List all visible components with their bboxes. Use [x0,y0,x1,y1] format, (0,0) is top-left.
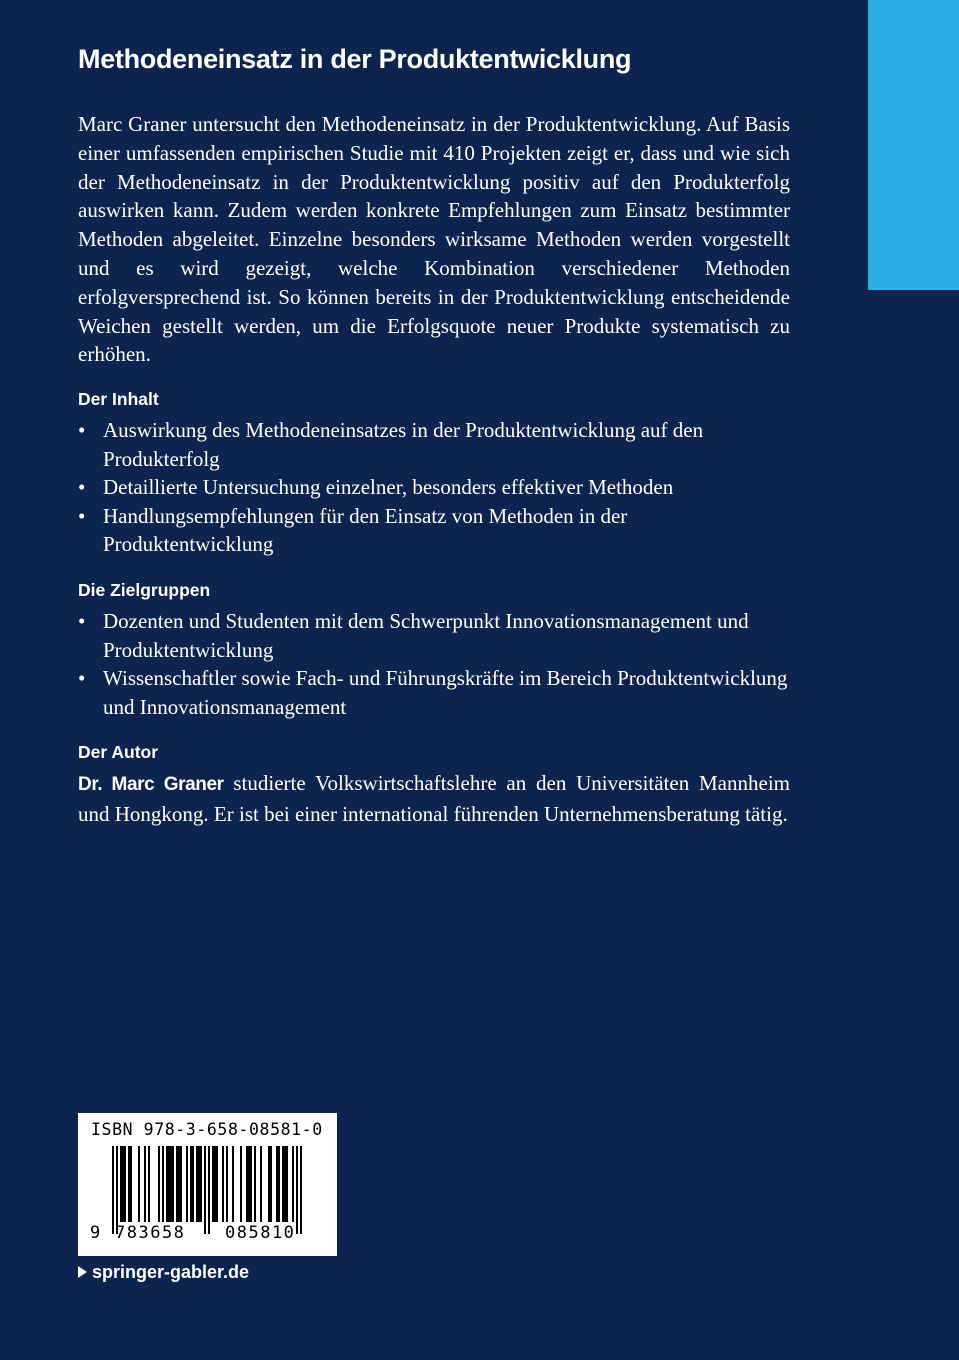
list-item-text: Dozenten und Studenten mit dem Schwerpunkt Innovationsmanagement und Produktentwicklung [103,609,749,662]
contents-list [78,416,790,559]
publisher-website[interactable] [78,1262,249,1283]
barcode-bar [300,1146,302,1234]
list-item-text: Auswirkung des Methodeneinsatzes in der Produktentwicklung auf den Produkterfolg [103,418,704,471]
bullet-icon: • [78,666,86,691]
isbn-number: ISBN 978-3-658-08581-0 [91,1120,323,1139]
barcode-bar [144,1146,146,1222]
bullet-icon: • [78,418,86,442]
barcode-bar [226,1146,228,1222]
ean-digits-right: 085810 [225,1223,296,1243]
ean-digits-left: 783658 [115,1223,186,1243]
blurb-text: Marc Graner untersucht den Methodeneinsatz in der Produktentwicklung. Auf Basis einer umfassenden empirischen Studie mit 410 Projekten zeigt er, dass und wie sich der Methodeneinsatz in der Produktentwicklung positiv auf den Produkterfolg auswirken kann. Zudem werden konkrete Empfehlungen zum Einsatz bestimmter Methoden abgeleitet. Einzelne besonders wirksame Methoden werden vorgestellt und es wird gezeigt, welche Kombination verschiedener Methoden erfolgversprechend ist. So können bereits in der Produktentwicklung entscheidende Weichen gestellt werden, um die Erfolgsquote neuer Produkte systematisch zu erhöhen. [78,112,790,367]
list-item-text: Detaillierte Untersuchung einzelner, besonders effektiver Methoden [103,475,674,500]
isbn-barcode [78,1113,337,1256]
barcode-bar [260,1146,262,1222]
section-heading-autor: Der Autor [78,742,159,762]
arrow-right-icon [78,1266,87,1278]
barcode-bar [268,1146,272,1222]
barcode-bar [282,1146,288,1222]
author-name: Dr. Marc Graner [78,774,224,795]
barcode-bar [222,1146,224,1222]
barcode-bar [112,1146,114,1234]
barcode-bar [162,1146,164,1222]
website-text: springer-gabler.de [92,1262,250,1282]
section-heading-zielgruppen: Die Zielgruppen [78,580,211,600]
book-title: Methodeneinsatz in der Produktentwicklung [78,44,632,74]
barcode-bar [296,1146,298,1234]
list-item [78,607,790,664]
author-bio-text: studierte Volkswirtschaftslehre an den Universitäten Mannheim und Hongkong. Er ist bei einer international führenden Unternehmensberatung tätig. [78,771,790,826]
barcode-bar [232,1146,234,1222]
list-item-text: Handlungsempfehlungen für den Einsatz von Methoden in der Produktentwicklung [103,503,628,557]
list-item [78,416,790,473]
list-item [78,502,790,559]
list-item [78,473,790,502]
barcode-bar [128,1146,132,1222]
barcode-bar [116,1146,118,1234]
barcode-bar [148,1146,150,1222]
barcode-bar [190,1146,194,1222]
barcode-bar [166,1146,174,1222]
barcode-bar [176,1146,182,1222]
bullet-icon: • [78,503,86,528]
barcode-bar [158,1146,160,1222]
barcode-bar [120,1146,126,1222]
barcode-bar [186,1146,188,1222]
barcode-bar [138,1146,140,1222]
list-item-text: Wissenschaftler sowie Fach- und Führungskräfte im Bereich Produktentwicklung und Innovationsmanagement [103,666,788,719]
bullet-icon: • [78,475,86,500]
barcode-bar [196,1146,202,1222]
bullet-icon: • [78,609,86,633]
barcode-bar [204,1146,206,1234]
barcode-bar [208,1146,210,1234]
audience-list [78,607,790,721]
section-heading-inhalt: Der Inhalt [78,389,159,409]
barcode-bar [292,1146,294,1222]
ean-digit-first: 9 [90,1223,101,1243]
barcode-bar [246,1146,252,1222]
barcode-bar [240,1146,242,1222]
barcode-bar [276,1146,280,1222]
author-bio [78,769,790,829]
barcode-bar [212,1146,218,1222]
barcode-bar [254,1146,256,1222]
list-item [78,664,790,721]
accent-bar [868,0,959,290]
